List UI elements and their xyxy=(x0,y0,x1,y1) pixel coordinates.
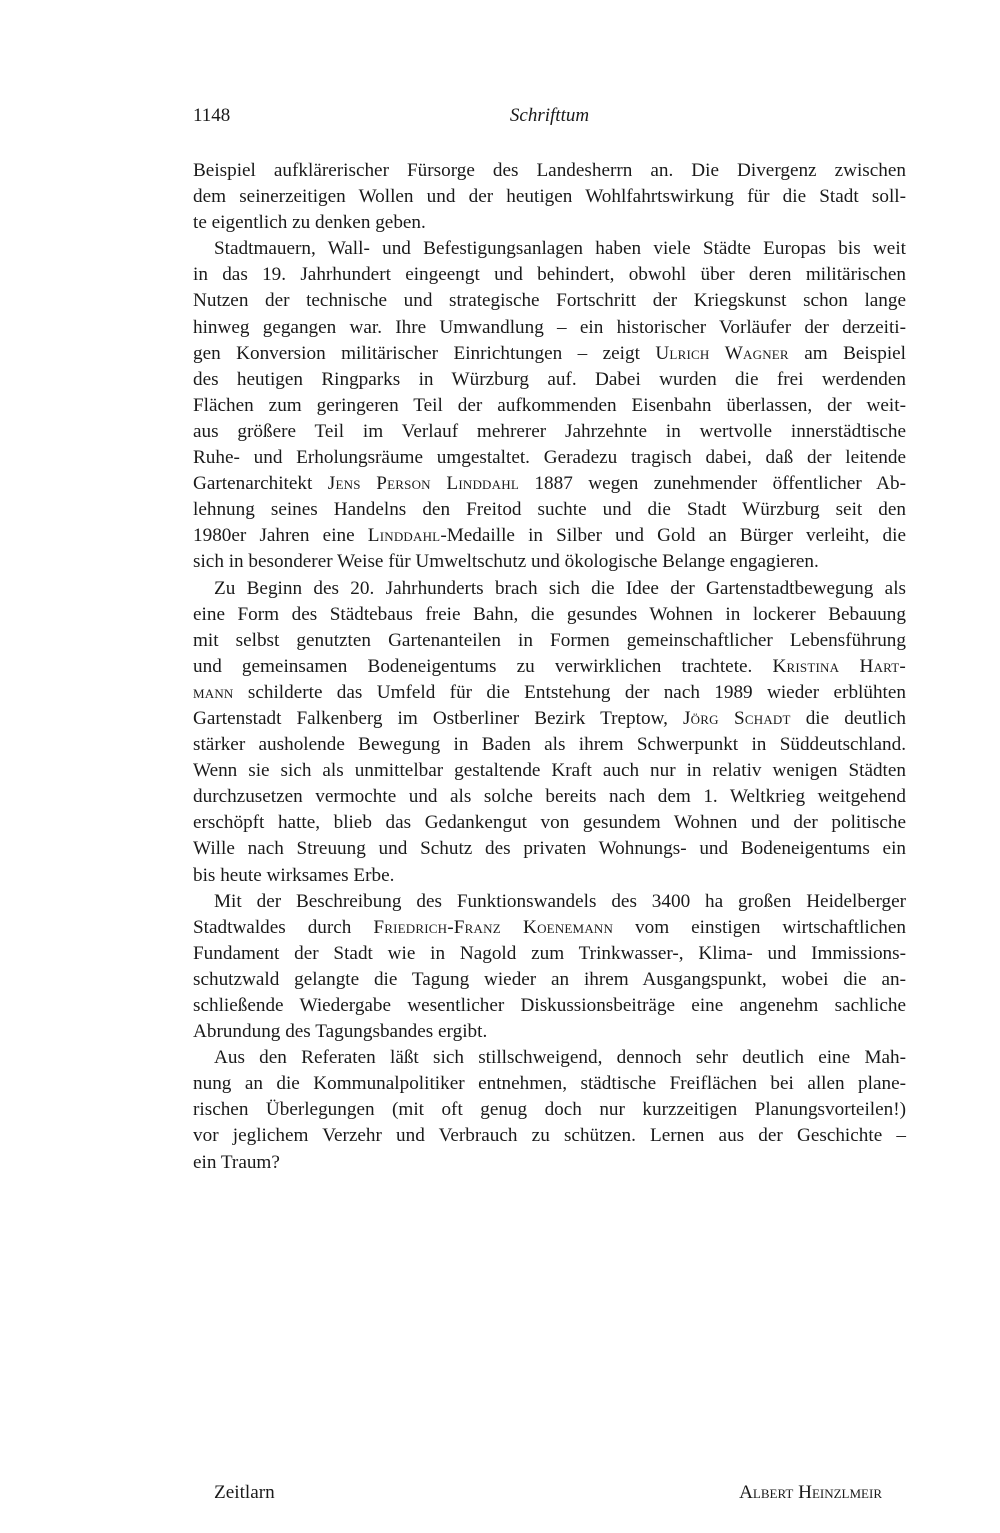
text-line: vor jeglichem Verzehr und Verbrauch zu schützen. Lernen aus der Geschichte – xyxy=(193,1125,906,1147)
text-line: Gartenarchitekt Jens Person Linddahl 1887 wegen zunehmender öffentlicher Ab- xyxy=(193,473,906,495)
text-line: Gartenstadt Falkenberg im Ostberliner Bezirk Treptow, Jörg Schadt die deutlich xyxy=(193,707,907,729)
text-line: Nutzen der technische und strategische Fortschritt der Kriegskunst schon lange xyxy=(193,290,906,312)
text-line: ein Traum? xyxy=(193,1151,280,1173)
text-line: mit selbst genutzten Gartenanteilen in Formen gemeinschaftlicher Lebensführung xyxy=(193,629,906,651)
text-line: Aus den Referaten läßt sich stillschweigend, dennoch sehr deutlich eine Mah- xyxy=(214,1047,906,1069)
author-name: Ulrich Wagner xyxy=(655,342,789,364)
text-line: stärker ausholende Bewegung in Baden als ihrem Schwerpunkt in Süddeutschland. xyxy=(193,734,906,756)
text-line: schließende Wiedergabe wesentlicher Diskussionsbeiträge eine angenehm sachliche xyxy=(193,995,906,1016)
text-line: rischen Überlegungen (mit oft genug doch nur kurzzeitigen Planungsvorteilen!) xyxy=(193,1099,906,1121)
text-line: lehnung seines Handelns den Freitod suchte und die Stadt Würzburg seit den xyxy=(193,499,906,521)
text-line: Ruhe- und Erholungsräume umgestaltet. Geradezu tragisch dabei, daß der leitende xyxy=(193,447,906,469)
author-name: Kristina Hart- xyxy=(772,655,906,677)
text-line: schutzwald gelangte die Tagung wieder an ihrem Ausgangspunkt, wobei die an- xyxy=(193,968,906,990)
text-line: Flächen zum geringeren Teil der aufkommenden Eisenbahn überlassen, der weit- xyxy=(193,394,906,416)
text-line: eine Form des Städtebaus freie Bahn, die gesundes Wohnen in lockerer Bebauung xyxy=(193,603,906,625)
text-line: te eigentlich zu denken geben. xyxy=(193,212,426,234)
author-name: mann xyxy=(193,681,234,703)
text-line: Stadtwaldes durch Friedrich-Franz Koenemann vom einstigen wirtschaftlichen xyxy=(193,916,906,938)
text-line: Beispiel aufklärerischer Fürsorge des Landesherrn an. Die Divergenz zwischen xyxy=(193,160,906,181)
text-line: Zu Beginn des 20. Jahrhunderts brach sich die Idee der Gartenstadtbewegung als xyxy=(214,577,906,599)
text-line: Abrundung des Tagungsbandes ergibt. xyxy=(193,1021,488,1043)
text-line: Fundament der Stadt wie in Nagold zum Trinkwasser-, Klima- und Immissions- xyxy=(193,942,906,964)
author-name: Friedrich-Franz Koenemann xyxy=(373,916,614,938)
review-signature xyxy=(193,1482,906,1508)
text-line: gen Konversion militärischer Einrichtungen – zeigt Ulrich Wagner am Beispiel xyxy=(193,342,907,364)
text-line: Wenn sie sich als unmittelbar gestaltende Kraft auch nur in relativ wenigen Städten xyxy=(193,760,906,782)
running-head xyxy=(193,105,906,129)
text-line: 1980er Jahren eine Linddahl-Medaille in Silber und Gold an Bürger verleiht, die xyxy=(193,525,906,547)
author-name: Jörg Schadt xyxy=(683,707,791,729)
text-line: des heutigen Ringparks in Würzburg auf. Dabei wurden die frei werdenden xyxy=(193,368,906,390)
text-line: in das 19. Jahrhundert eingeengt und behindert, obwohl über deren militärischen xyxy=(193,264,906,286)
running-title: Schrifttum xyxy=(509,105,590,126)
text-line: erschöpft hatte, blieb das Gedankengut von gesundem Wohnen und der politische xyxy=(193,812,906,834)
text-line: Stadtmauern, Wall- und Befestigungsanlagen haben viele Städte Europas bis weit xyxy=(214,238,906,260)
text-line: Wille nach Streuung und Schutz des privaten Wohnungs- und Bodeneigentums ein xyxy=(193,838,906,860)
body-text xyxy=(193,158,906,1176)
text-line: sich in besonderer Weise für Umweltschutz und ökologische Belange engagieren. xyxy=(193,551,819,573)
text-line: durchzusetzen vermochte und als solche bereits nach dem 1. Weltkrieg weitgehend xyxy=(193,786,906,808)
text-line: aus größere Teil im Verlauf mehrerer Jahrzehnte in wertvolle innerstädtische xyxy=(193,420,906,442)
text-line: hinweg gegangen war. Ihre Umwandlung – ein historischer Vorläufer der derzeiti- xyxy=(193,316,906,338)
text-line: und gemeinsamen Bodeneigentums zu verwirklichen trachtete. Kristina Hart- xyxy=(193,655,906,677)
signature-place: Zeitlarn xyxy=(214,1482,275,1503)
text-line: dem seinerzeitigen Wollen und der heutigen Wohlfahrtswirkung für die Stadt soll- xyxy=(193,186,906,208)
person-name: Linddahl xyxy=(367,525,441,547)
page-number: 1148 xyxy=(193,105,231,126)
signature-author: Albert Heinzlmeir xyxy=(739,1482,882,1503)
text-line: nung an die Kommunalpolitiker entnehmen, städtische Freiflächen bei allen plane- xyxy=(193,1073,906,1095)
text-line: mann schilderte das Umfeld für die Entstehung der nach 1989 wieder erblühten xyxy=(193,681,906,703)
person-name: Jens Person Linddahl xyxy=(327,473,519,495)
text-line: bis heute wirksames Erbe. xyxy=(193,864,395,886)
text-line: Mit der Beschreibung des Funktionswandels des 3400 ha großen Heidelberger xyxy=(214,890,906,912)
